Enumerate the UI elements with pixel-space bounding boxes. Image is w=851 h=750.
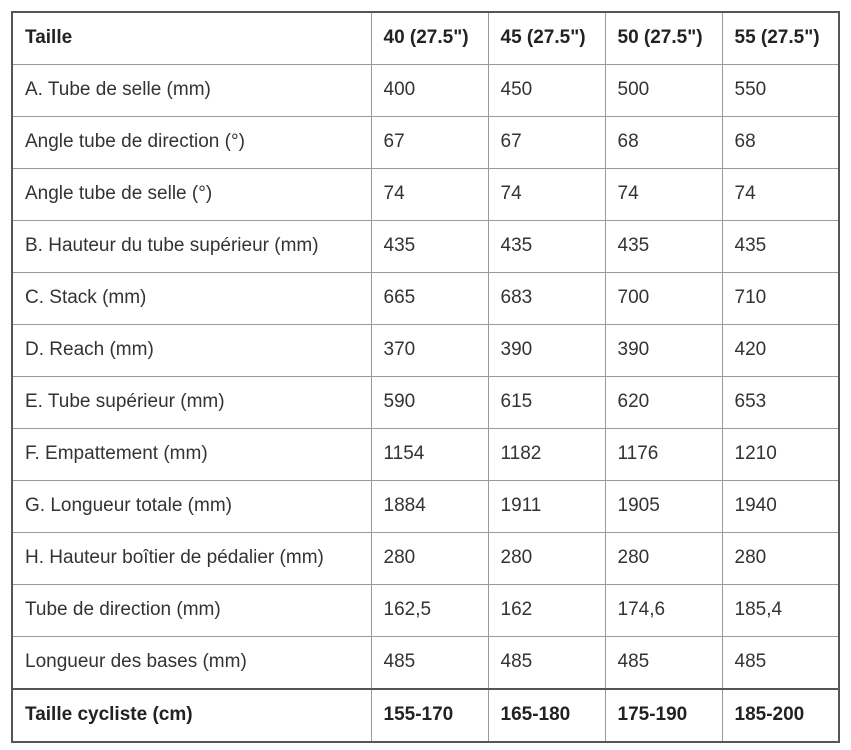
table-cell: 710 <box>722 273 839 325</box>
table-row <box>12 637 839 690</box>
header-cell-size-50: 50 (27.5") <box>605 12 722 65</box>
table-footer-row <box>12 689 839 742</box>
row-label: F. Empattement (mm) <box>12 429 371 481</box>
footer-cell: 155-170 <box>371 689 488 742</box>
table-row <box>12 117 839 169</box>
table-cell: 162 <box>488 585 605 637</box>
table-cell: 435 <box>605 221 722 273</box>
table-cell: 67 <box>371 117 488 169</box>
table-cell: 1905 <box>605 481 722 533</box>
table-cell: 1940 <box>722 481 839 533</box>
row-label: A. Tube de selle (mm) <box>12 65 371 117</box>
table-cell: 665 <box>371 273 488 325</box>
table-cell: 390 <box>488 325 605 377</box>
table-row <box>12 429 839 481</box>
row-label: H. Hauteur boîtier de pédalier (mm) <box>12 533 371 585</box>
table-cell: 74 <box>605 169 722 221</box>
row-label: Longueur des bases (mm) <box>12 637 371 690</box>
table-cell: 653 <box>722 377 839 429</box>
table-cell: 174,6 <box>605 585 722 637</box>
table-cell: 1182 <box>488 429 605 481</box>
geometry-table <box>11 11 840 743</box>
footer-cell: 185-200 <box>722 689 839 742</box>
header-cell-size-40: 40 (27.5") <box>371 12 488 65</box>
footer-cell: 165-180 <box>488 689 605 742</box>
table-cell: 280 <box>488 533 605 585</box>
table-cell: 280 <box>371 533 488 585</box>
row-label: C. Stack (mm) <box>12 273 371 325</box>
table-cell: 390 <box>605 325 722 377</box>
table-cell: 485 <box>605 637 722 690</box>
table-cell: 683 <box>488 273 605 325</box>
table-cell: 280 <box>722 533 839 585</box>
table-row <box>12 325 839 377</box>
table-cell: 1210 <box>722 429 839 481</box>
table-cell: 620 <box>605 377 722 429</box>
row-label: G. Longueur totale (mm) <box>12 481 371 533</box>
table-cell: 485 <box>371 637 488 690</box>
table-row <box>12 481 839 533</box>
table-row <box>12 273 839 325</box>
table-cell: 74 <box>722 169 839 221</box>
header-cell-size-55: 55 (27.5") <box>722 12 839 65</box>
table-row <box>12 221 839 273</box>
footer-label-rider-size: Taille cycliste (cm) <box>12 689 371 742</box>
table-row <box>12 169 839 221</box>
table-cell: 615 <box>488 377 605 429</box>
table-cell: 420 <box>722 325 839 377</box>
row-label: B. Hauteur du tube supérieur (mm) <box>12 221 371 273</box>
table-cell: 500 <box>605 65 722 117</box>
header-cell-size-45: 45 (27.5") <box>488 12 605 65</box>
table-cell: 67 <box>488 117 605 169</box>
table-cell: 435 <box>722 221 839 273</box>
row-label: Angle tube de selle (°) <box>12 169 371 221</box>
table-cell: 485 <box>488 637 605 690</box>
table-cell: 450 <box>488 65 605 117</box>
row-label: Angle tube de direction (°) <box>12 117 371 169</box>
table-cell: 590 <box>371 377 488 429</box>
table-row <box>12 377 839 429</box>
table-cell: 435 <box>371 221 488 273</box>
row-label: Tube de direction (mm) <box>12 585 371 637</box>
table-cell: 1176 <box>605 429 722 481</box>
table-row <box>12 533 839 585</box>
table-cell: 700 <box>605 273 722 325</box>
table-cell: 162,5 <box>371 585 488 637</box>
table-cell: 1911 <box>488 481 605 533</box>
row-label: D. Reach (mm) <box>12 325 371 377</box>
table-cell: 185,4 <box>722 585 839 637</box>
table-header-row <box>12 12 839 65</box>
table-cell: 400 <box>371 65 488 117</box>
table-cell: 550 <box>722 65 839 117</box>
table-cell: 280 <box>605 533 722 585</box>
table-cell: 68 <box>605 117 722 169</box>
table-cell: 435 <box>488 221 605 273</box>
table-cell: 1884 <box>371 481 488 533</box>
table-row <box>12 585 839 637</box>
table-cell: 1154 <box>371 429 488 481</box>
table-cell: 74 <box>371 169 488 221</box>
table-cell: 68 <box>722 117 839 169</box>
footer-cell: 175-190 <box>605 689 722 742</box>
header-cell-size-label: Taille <box>12 12 371 65</box>
row-label: E. Tube supérieur (mm) <box>12 377 371 429</box>
table-cell: 74 <box>488 169 605 221</box>
table-row <box>12 65 839 117</box>
table-cell: 485 <box>722 637 839 690</box>
table-cell: 370 <box>371 325 488 377</box>
